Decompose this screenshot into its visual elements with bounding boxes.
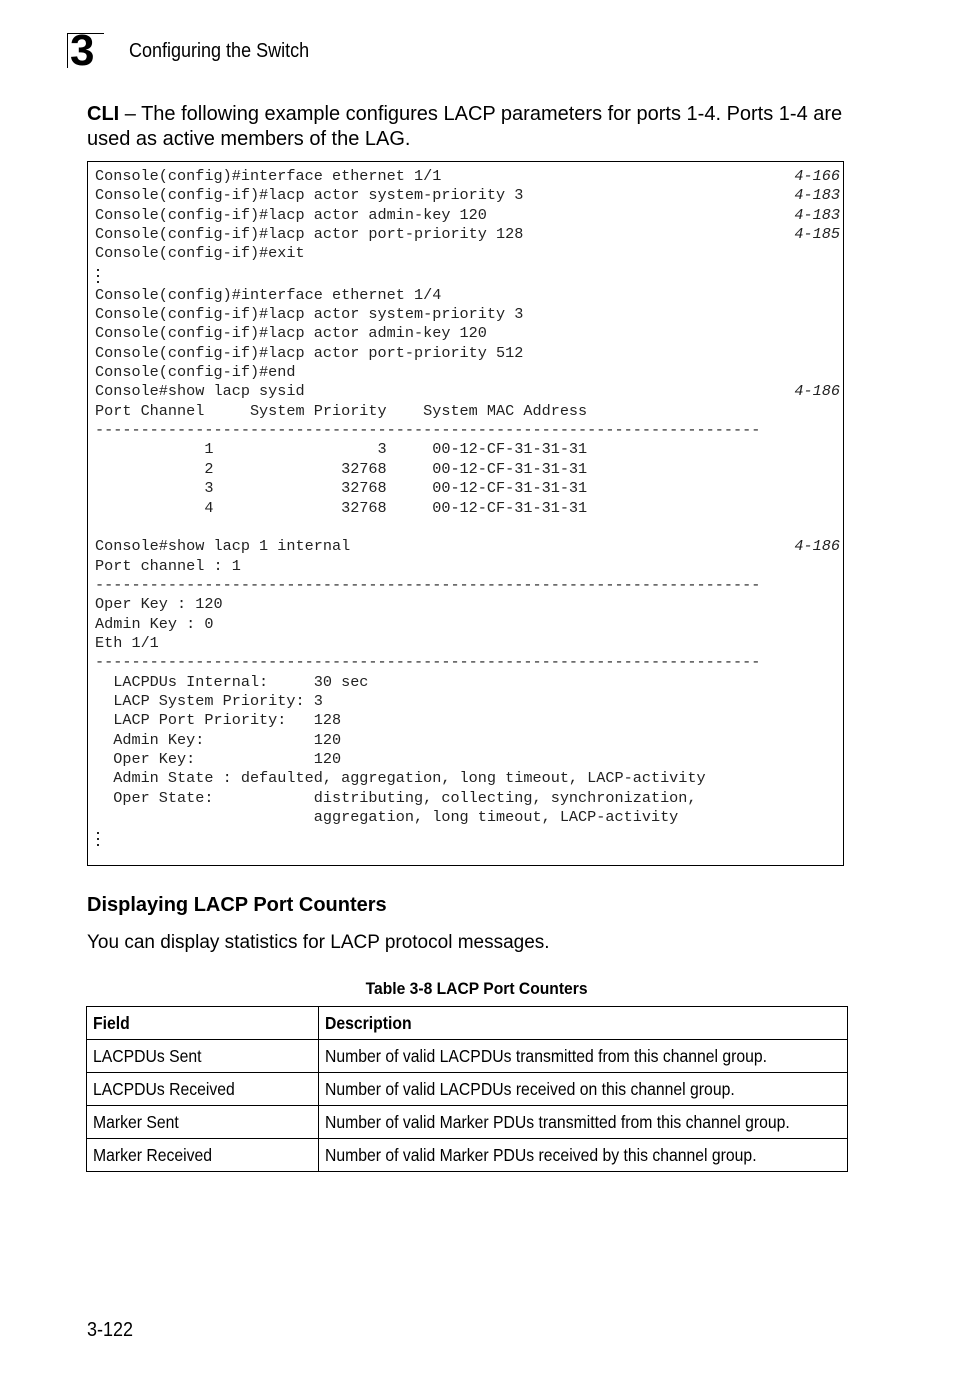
code-text: Console(config)#interface ethernet 1/4 — [95, 285, 442, 304]
dot-icon — [97, 269, 99, 271]
code-page-ref: 4-186 — [794, 382, 840, 401]
dot-icon — [97, 838, 99, 840]
code-line — [95, 225, 840, 244]
intro-paragraph — [87, 102, 847, 152]
code-line — [95, 576, 840, 595]
code-text: Console(config)#interface ethernet 1/1 — [95, 167, 442, 185]
code-line — [95, 518, 840, 537]
code-line — [95, 769, 840, 788]
code-line — [95, 460, 840, 479]
code-line — [95, 286, 840, 305]
table-cell-description: Number of valid Marker PDUs received by this channel group. — [318, 1139, 847, 1172]
ellipsis-marker — [95, 827, 840, 849]
code-text: Oper State: distributing, collecting, synchronization, — [95, 788, 697, 807]
table-cell-description: Number of valid Marker PDUs transmitted from this channel group. — [318, 1106, 847, 1139]
code-line — [95, 499, 840, 518]
code-text: Oper Key : 120 — [95, 595, 223, 614]
code-line — [95, 363, 840, 382]
code-line — [95, 537, 840, 556]
code-line — [95, 167, 840, 186]
dot-icon — [97, 844, 99, 846]
table-cell-field: Marker Sent — [87, 1106, 319, 1139]
code-text: Console(config-if)#exit — [95, 244, 305, 263]
code-text: Port channel : 1 — [95, 556, 241, 575]
code-text: ------------------------------------------------------------------------- — [95, 575, 761, 594]
code-text: Console#show lacp 1 internal — [95, 537, 351, 556]
code-text: 1 3 00-12-CF-31-31-31 — [95, 440, 588, 459]
code-line — [95, 402, 840, 421]
code-line — [95, 479, 840, 498]
code-line — [95, 421, 840, 440]
code-line — [95, 789, 840, 808]
code-line — [95, 692, 840, 711]
code-line — [95, 750, 840, 769]
code-page-ref: 4-186 — [794, 537, 840, 556]
code-page-ref: 4-166 — [794, 167, 840, 185]
code-text: aggregation, long timeout, LACP-activity — [95, 808, 679, 826]
code-text: Console(config-if)#lacp actor port-priority 512 — [95, 343, 524, 362]
dot-icon — [97, 275, 99, 277]
code-line — [95, 206, 840, 225]
code-line — [95, 731, 840, 750]
table-row — [87, 1139, 848, 1172]
code-text: LACP System Priority: 3 — [95, 691, 323, 710]
code-text: Console(config-if)#lacp actor port-priority 128 — [95, 225, 524, 244]
code-text: Admin State : defaulted, aggregation, long timeout, LACP-activity — [95, 769, 706, 788]
code-line — [95, 186, 840, 205]
table-header-row — [87, 1007, 848, 1040]
table-row — [87, 1106, 848, 1139]
code-line — [95, 305, 840, 324]
code-line — [95, 557, 840, 576]
section-heading: Displaying LACP Port Counters — [87, 894, 387, 916]
code-line — [95, 808, 840, 827]
cli-code-lines — [95, 167, 840, 849]
code-text: LACPDUs Internal: 30 sec — [95, 672, 369, 691]
lacp-port-counters-table — [86, 1006, 848, 1172]
table-cell-field: LACPDUs Received — [87, 1073, 319, 1106]
page-number: 3-122 — [87, 1319, 134, 1341]
code-page-ref: 4-183 — [794, 186, 840, 205]
intro-text: – The following example configures LACP parameters for ports 1-4. Ports 1-4 are used as active members of the LAG. — [87, 103, 843, 150]
chapter-number: 3 — [70, 26, 95, 75]
code-text: Console#show lacp sysid — [95, 382, 305, 401]
table-caption-text: Table 3-8 LACP Port Counters — [366, 979, 588, 998]
code-line — [95, 653, 840, 672]
code-text: ------------------------------------------------------------------------- — [95, 421, 761, 440]
code-line — [95, 440, 840, 459]
code-line — [95, 711, 840, 730]
code-line — [95, 595, 840, 614]
code-line — [95, 615, 840, 634]
code-line — [95, 673, 840, 692]
code-text: Console(config-if)#lacp actor system-priority 3 — [95, 186, 524, 205]
table-header-description: Description — [318, 1007, 847, 1040]
code-text: ------------------------------------------------------------------------- — [95, 653, 761, 672]
code-text: Console(config-if)#end — [95, 363, 296, 382]
table-cell-field: Marker Received — [87, 1139, 319, 1172]
code-line — [95, 344, 840, 363]
code-text: 2 32768 00-12-CF-31-31-31 — [95, 459, 588, 478]
code-text: 4 32768 00-12-CF-31-31-31 — [95, 498, 588, 517]
intro-lead: CLI — [87, 103, 120, 125]
code-line — [95, 324, 840, 343]
section-paragraph: You can display statistics for LACP protocol messages. — [87, 932, 550, 953]
code-text: Oper Key: 120 — [95, 749, 342, 768]
code-text: Port Channel System Priority System MAC Address — [95, 401, 588, 420]
ellipsis-marker — [95, 264, 840, 286]
cli-example-box — [87, 161, 844, 866]
code-line — [95, 634, 840, 653]
chapter-title: Configuring the Switch — [129, 40, 310, 62]
code-page-ref: 4-183 — [794, 205, 840, 224]
code-text: Console(config-if)#lacp actor admin-key 120 — [95, 205, 487, 224]
table-header-field: Field — [87, 1007, 319, 1040]
code-text: Console(config-if)#lacp actor system-priority 3 — [95, 305, 524, 324]
code-line — [95, 382, 840, 401]
code-text: Admin Key : 0 — [95, 614, 214, 633]
code-text: Eth 1/1 — [95, 633, 159, 652]
table-row — [87, 1073, 848, 1106]
table-cell-description: Number of valid LACPDUs transmitted from this channel group. — [318, 1040, 847, 1073]
code-line — [95, 244, 840, 263]
code-page-ref: 4-185 — [794, 225, 840, 244]
code-text: 3 32768 00-12-CF-31-31-31 — [95, 479, 588, 498]
code-text: Admin Key: 120 — [95, 730, 342, 749]
table-row — [87, 1040, 848, 1073]
dot-icon — [97, 832, 99, 834]
code-text: LACP Port Priority: 128 — [95, 711, 342, 730]
code-text: Console(config-if)#lacp actor admin-key 120 — [95, 324, 487, 343]
dot-icon — [97, 281, 99, 283]
table-cell-field: LACPDUs Sent — [87, 1040, 319, 1073]
table-cell-description: Number of valid LACPDUs received on this channel group. — [318, 1073, 847, 1106]
table-caption — [0, 978, 954, 1000]
